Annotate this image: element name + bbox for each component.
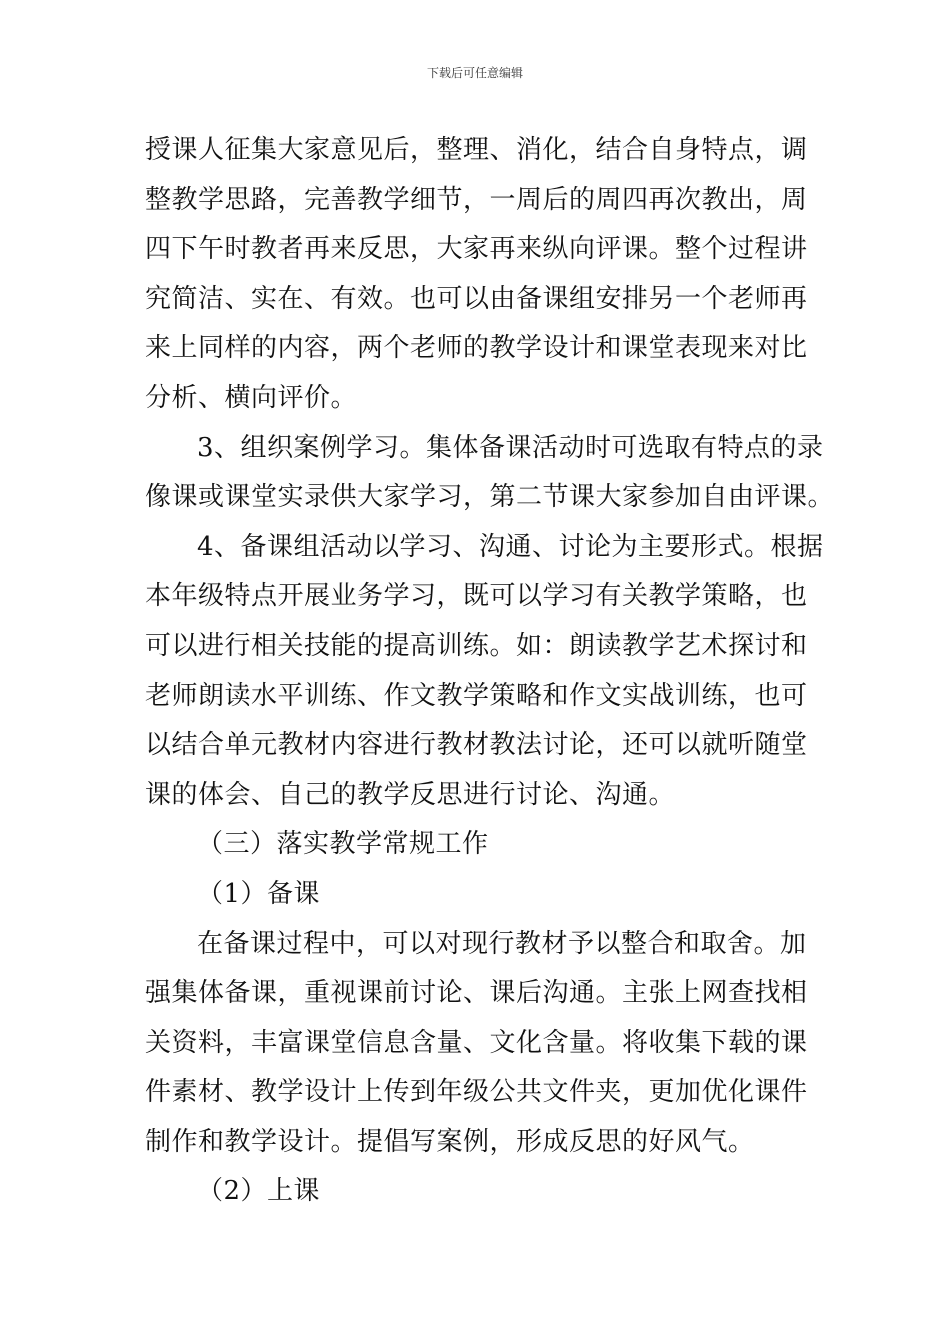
text-line: 关资料，丰富课堂信息含量、文化含量。将收集下载的课: [145, 1027, 808, 1058]
text-line: 分析、横向评价。: [145, 382, 358, 413]
paragraph-3-start: 3、组织案例学习。集体备课活动时可选取有特点的录: [197, 432, 824, 463]
subsection-heading-prep: （1）备课: [197, 878, 321, 909]
document-body: [145, 126, 835, 1217]
text-line: 课的体会、自己的教学反思进行讨论、沟通。: [145, 779, 676, 810]
text-line: 像课或课堂实录供大家学习，第二节课大家参加自由评课。: [145, 482, 835, 513]
text-line: 究简洁、实在、有效。也可以由备课组安排另一个老师再: [145, 283, 808, 314]
subsection-heading-class: （2）上课: [197, 1176, 321, 1207]
text-line: 可以进行相关技能的提高训练。如：朗读教学艺术探讨和: [145, 630, 808, 661]
paragraph-4-start: 4、备课组活动以学习、沟通、讨论为主要形式。根据: [197, 531, 824, 562]
text-line: 制作和教学设计。提倡写案例，形成反思的好风气。: [145, 1126, 755, 1157]
text-line: 来上同样的内容，两个老师的教学设计和课堂表现来对比: [145, 333, 808, 364]
text-line: 老师朗读水平训练、作文教学策略和作文实战训练，也可: [145, 680, 808, 711]
section-heading: （三）落实教学常规工作: [197, 829, 489, 860]
page-header: 下载后可任意编辑: [426, 66, 523, 80]
text-line: 本年级特点开展业务学习，既可以学习有关教学策略，也: [145, 581, 808, 612]
text-line: 件素材、教学设计上传到年级公共文件夹，更加优化课件: [145, 1077, 808, 1108]
text-line: 整教学思路，完善教学细节，一周后的周四再次教出，周: [145, 184, 808, 215]
text-line: 强集体备课，重视课前讨论、课后沟通。主张上网查找相: [145, 978, 808, 1009]
text-line: 四下午时教者再来反思，大家再来纵向评课。整个过程讲: [145, 234, 808, 265]
text-line: 以结合单元教材内容进行教材教法讨论，还可以就听随堂: [145, 730, 808, 761]
paragraph-prep-start: 在备课过程中，可以对现行教材予以整合和取舍。加: [197, 928, 807, 959]
text-line: 授课人征集大家意见后，整理、消化，结合自身特点，调: [145, 135, 808, 165]
